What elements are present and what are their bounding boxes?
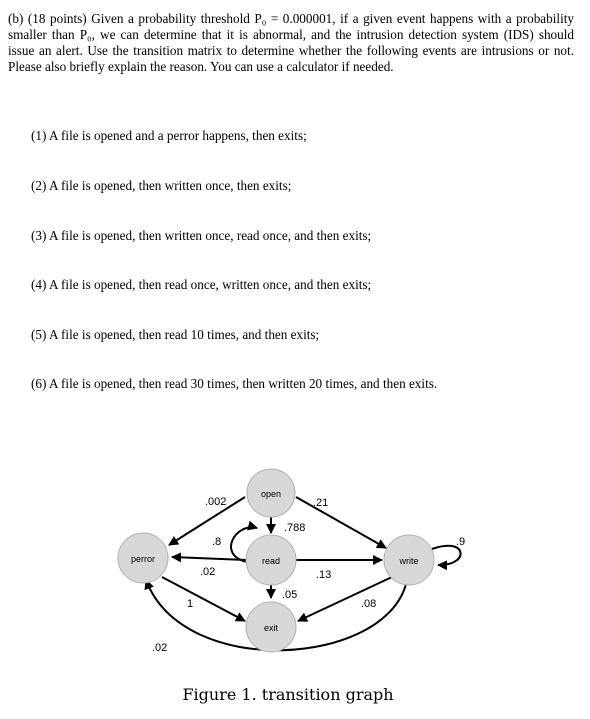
question-3: (3) A file is opened, then written once, read once, and then exits; [31, 228, 372, 243]
question-2: (2) A file is opened, then written once, then exits; [31, 178, 292, 193]
label-perror-exit: 1 [187, 598, 194, 610]
question-6: (6) A file is opened, then read 30 times, then written 20 times, and then exits. [31, 376, 438, 391]
label-open-write: .21 [313, 497, 329, 509]
label-write-write: .9 [456, 536, 466, 548]
node-perror-label: perror [130, 554, 156, 564]
problem-intro: (b) (18 points) Given a probability threshold P₀ = 0.000001, if a given event happens with a probability smaller than P₀, we can determine that it is abnormal, and the intrusion detection system (IDS) should issue an alert. Use the transition matrix to determine whether the following events are intrusions or not. Please also briefly explain the reason. You can use a calculator if needed. [8, 11, 574, 74]
edge-perror-exit [162, 577, 245, 621]
label-open-perror: .002 [205, 496, 227, 508]
label-read-perror: .02 [200, 566, 216, 578]
question-1: (1) A file is opened and a perror happens, then exits; [31, 128, 307, 143]
label-read-read: .8 [212, 536, 222, 548]
node-open-label: open [260, 489, 282, 499]
node-exit [246, 602, 296, 652]
label-write-perror: .02 [152, 642, 168, 654]
node-perror [118, 533, 168, 583]
node-write-label: write [399, 556, 419, 566]
edge-open-write [296, 497, 386, 548]
node-open [247, 469, 295, 517]
label-open-read: .788 [284, 522, 306, 534]
edge-write-write [432, 546, 461, 565]
edge-write-exit [298, 577, 392, 621]
question-4: (4) A file is opened, then read once, written once, and then exits; [31, 277, 372, 292]
node-exit-label: exit [263, 623, 279, 633]
question-5: (5) A file is opened, then read 10 times, and then exits; [31, 327, 320, 342]
node-read [246, 535, 296, 585]
label-read-write: .13 [316, 569, 332, 581]
figure-caption: Figure 1. transition graph [182, 685, 394, 704]
transition-graph [0, 440, 590, 685]
node-write [384, 535, 434, 585]
label-write-exit: .08 [361, 598, 377, 610]
label-read-exit: .05 [282, 589, 298, 601]
node-read-label: read [261, 556, 281, 566]
